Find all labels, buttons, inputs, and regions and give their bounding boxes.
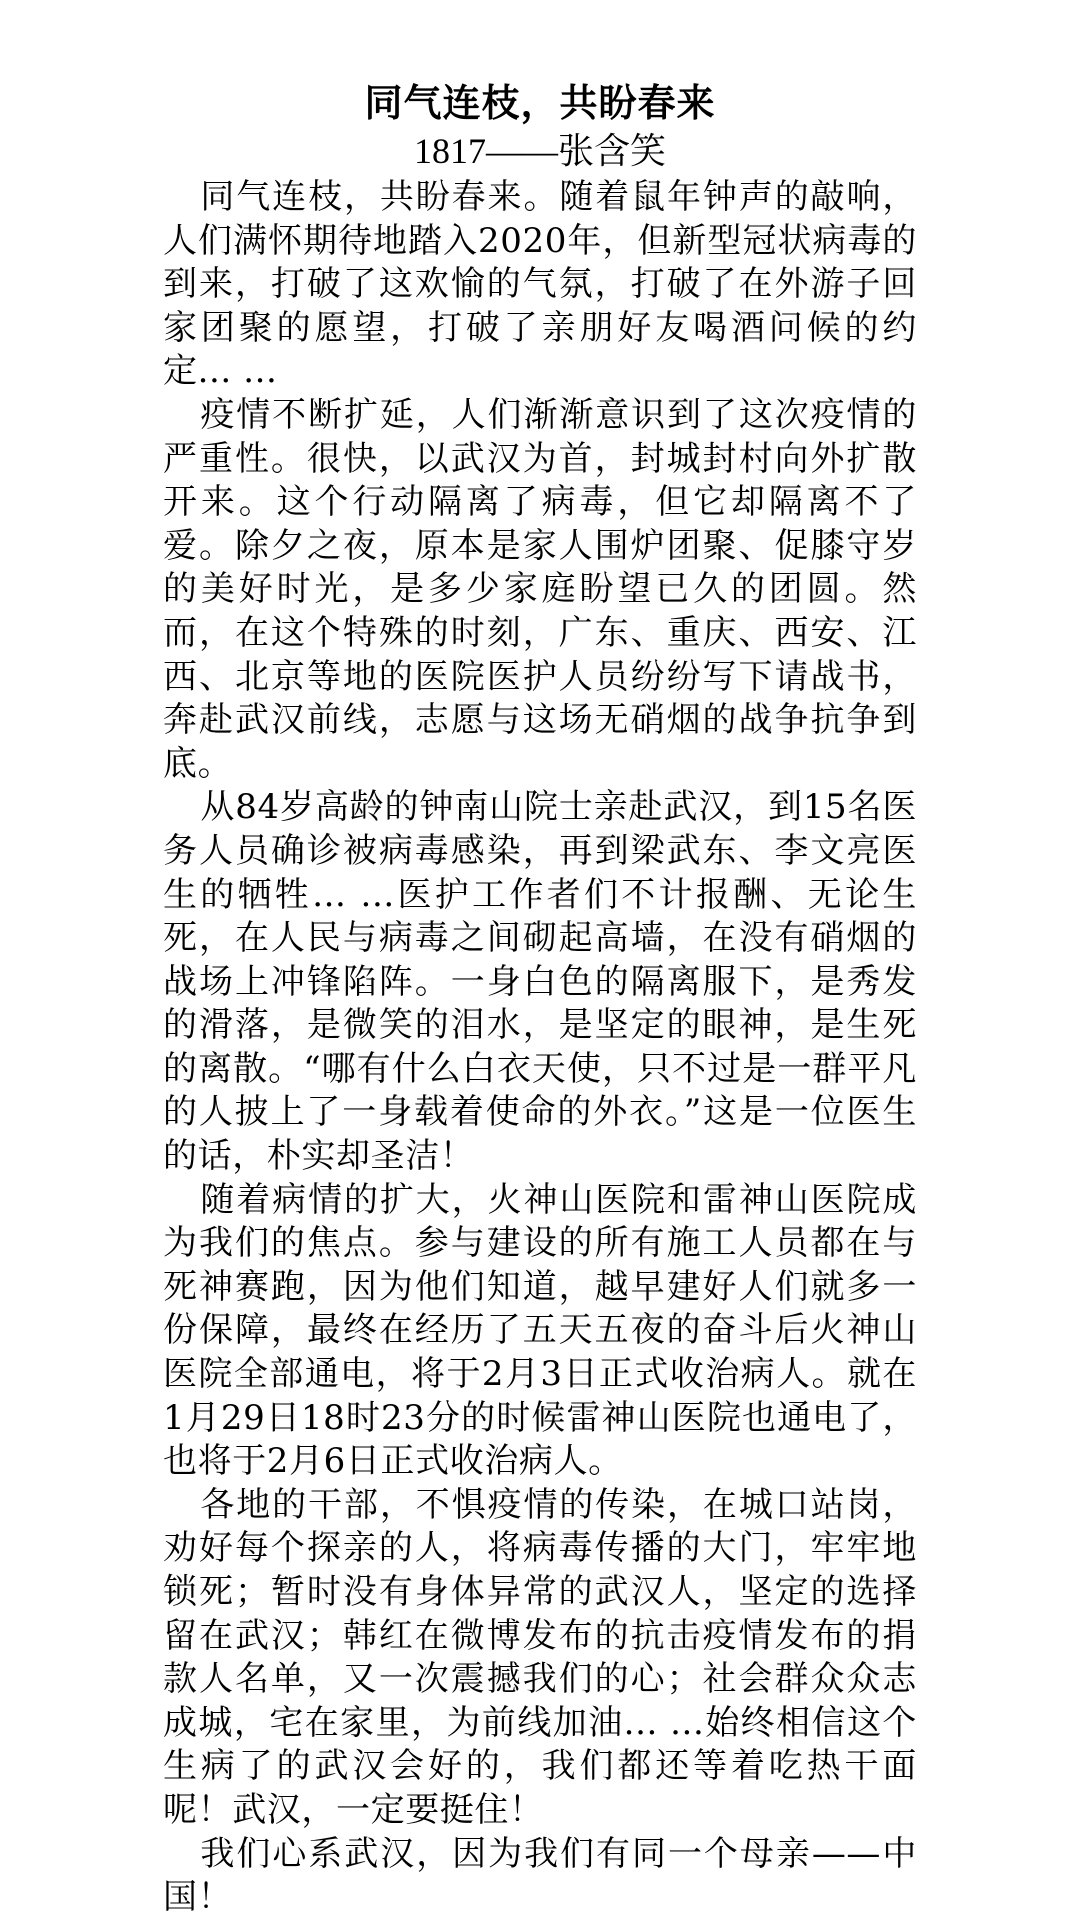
paragraph-6: 我们心系武汉，因为我们有同一个母亲——中国！: [163, 1833, 917, 1918]
essay-title: 同气连枝，共盼春来: [364, 81, 716, 125]
paragraph-4: 随着病情的扩大，火神山医院和雷神山医院成为我们的焦点。参与建设的所有施工人员都在与死神赛跑，因为他们知道，越早建好人们就多一份保障，最终在经历了五天五夜的奋斗后火神山医院全部通电，将于2月3日正式收治病人。就在1月29日18时23分的时候雷神山医院也通电了，也将于2月6日正式收治病人。: [163, 1179, 917, 1482]
essay-page: [163, 78, 917, 1920]
author-line: 1817——张含笑: [413, 131, 666, 171]
paragraph-1: 同气连枝，共盼春来。随着鼠年钟声的敲响，人们满怀期待地踏入2020年，但新型冠状病毒的到来，打破了这欢愉的气氛，打破了在外游子回家团聚的愿望，打破了亲朋好友喝酒问候的约定... ...: [163, 177, 917, 392]
paragraph-3: 从84岁高龄的钟南山院士亲赴武汉，到15名医务人员确诊被病毒感染，再到梁武东、李文亮医生的牺牲... ...医护工作者们不计报酬、无论生死，在人民与病毒之间砌起高墙，在没有硝烟的战场上冲锋陷阵。一身白色的隔离服下，是秀发的滑落，是微笑的泪水，是坚定的眼神，是生死的离散。“哪有什么白衣天使，只不过是一群平凡的人披上了一身载着使命的外衣。”这是一位医生的话，朴实却圣洁！: [163, 787, 917, 1177]
paragraph-2: 疫情不断扩延，人们渐渐意识到了这次疫情的严重性。很快，以武汉为首，封城封村向外扩散开来。这个行动隔离了病毒，但它却隔离不了爱。除夕之夜，原本是家人围炉团聚、促膝守岁的美好时光，是多少家庭盼望已久的团圆。然而，在这个特殊的时刻，广东、重庆、西安、江西、北京等地的医院医护人员纷纷写下请战书，奔赴武汉前线，志愿与这场无硝烟的战争抗争到底。: [163, 394, 917, 784]
paragraph-5: 各地的干部，不惧疫情的传染，在城口站岗，劝好每个探亲的人，将病毒传播的大门，牢牢地锁死；暂时没有身体异常的武汉人，坚定的选择留在武汉；韩红在微博发布的抗击疫情发布的捐款人名单，又一次震撼我们的心；社会群众众志成城，宅在家里，为前线加油... ...始终相信这个生病了的武汉会好的，我们都还等着吃热干面呢！武汉，一定要挺住！: [163, 1484, 917, 1830]
